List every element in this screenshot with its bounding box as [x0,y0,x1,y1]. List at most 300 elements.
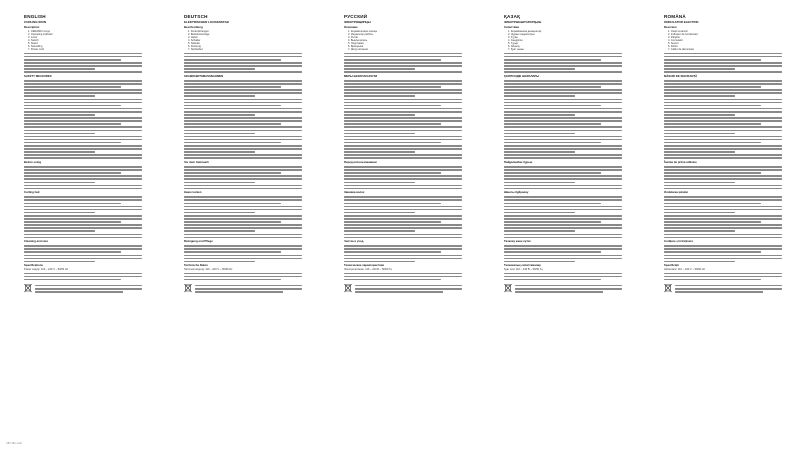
text-line [664,62,782,64]
text-line [184,145,302,147]
text-line [344,59,441,61]
text-line [24,56,142,58]
text-line [344,154,462,156]
text-line [664,53,782,55]
text-line [184,245,302,247]
text-line [504,65,622,67]
parts-list-item: 7. Қуат сымы [508,48,524,52]
text-line [344,230,415,232]
section-heading-safety: МЕРЫ БЕЗОПАСНОСТИ [344,73,378,78]
text-line [344,255,462,257]
text-line [504,276,622,278]
text-line [504,80,622,82]
text-line [184,102,302,104]
text-line [184,99,302,101]
text-line [344,206,462,208]
text-line [24,133,95,135]
text-line [184,83,302,85]
text-line [664,185,782,187]
column-english [24,14,142,294]
text-line [664,199,782,201]
text-line [184,218,302,220]
column-deutsch [184,14,302,294]
section-heading-before-use: Before using [24,159,42,164]
text-line [344,276,462,278]
text-line [344,199,462,201]
text-line [184,188,302,190]
text-line [664,126,782,128]
text-line [504,108,622,110]
text-line [24,148,142,150]
text-line [344,248,462,250]
spec-power: Alimentare: 110 – 240 V ~ 50/60 Hz [664,267,705,271]
parts-list-item: 5. Ständer [188,41,200,45]
text-line [24,117,142,119]
column-kazakh [504,14,622,294]
parts-list-item: 1. Керамикалық қысқыштар [508,29,542,33]
text-line [344,237,462,239]
text-line [504,142,601,144]
text-line [35,291,123,293]
text-line [344,212,415,214]
text-line [184,126,302,128]
text-line [664,123,761,125]
product-title: ELEKTRISCHER LOCKENSTAB [184,20,229,24]
text-line [24,59,121,61]
section-heading-description: Сипаттама [504,25,519,29]
text-line [184,130,302,132]
text-line [504,255,622,257]
text-line [24,108,142,110]
parts-list-item: 4. Выключатель [348,38,368,42]
text-line [344,221,441,223]
text-line [664,251,761,253]
text-line [24,130,142,132]
text-line [664,166,782,168]
text-line [24,92,142,94]
text-line [664,59,761,61]
text-line [504,86,601,88]
column-russian [344,14,462,294]
parts-list-item: 6. Айналу [508,45,520,49]
text-line [504,136,622,138]
section-heading-cleaning: Cleaning and care [24,239,49,244]
text-line [24,102,142,104]
text-line [344,120,462,122]
text-line [504,148,622,150]
column-romanian [664,14,782,294]
parts-list-item: 2. Operating indicator [28,32,53,36]
text-line [24,154,142,156]
section-heading-before-use: Înainte de prima utilizare [664,159,697,164]
text-line [344,203,441,205]
recycling-notice [344,283,462,294]
text-line [504,212,575,214]
text-line [504,203,601,205]
text-line [344,182,415,184]
text-line [195,288,302,290]
text-line [184,95,255,97]
text-line [344,185,462,187]
text-line [504,230,575,232]
parts-list-item: 1. Керамические щипцы [348,29,378,33]
text-line [664,133,735,135]
text-line [184,227,302,229]
text-line [35,285,142,287]
text-line [24,157,142,159]
text-line [344,133,415,135]
text-line [664,245,782,247]
text-line [344,218,462,220]
parts-list-item: 6. Swivelling [28,45,43,49]
text-line [664,130,782,132]
text-line [24,62,142,64]
text-line [184,62,302,64]
text-line [344,99,462,101]
text-line [664,175,782,177]
text-line [184,59,281,61]
text-line [664,203,761,205]
section-heading-specs: Technische Daten [184,263,208,268]
text-line [504,95,575,97]
parts-list-item: 2. Индикатор работы [348,32,374,36]
text-line [664,89,782,91]
text-line [675,288,782,290]
text-line [504,234,622,236]
section-heading-before-use: Vor dem Gebrauch [184,159,209,164]
text-line [344,108,462,110]
text-line [184,206,302,208]
section-heading-safety: MĂSURI DE SIGURANȚĂ [664,73,698,78]
text-line [504,89,622,91]
section-heading-specs: Техникалық сипаттамалар [504,263,541,268]
text-line [24,71,142,73]
text-line [664,108,782,110]
text-line [504,178,622,180]
text-line [24,185,142,187]
parts-list-item: 1. Clești ceramici [668,29,688,33]
text-line [664,261,735,263]
text-line [504,139,622,141]
text-line [24,227,142,229]
text-line [504,185,622,187]
section-heading-description: Descriere [664,25,677,29]
parts-list-item: 3. Рычаг [348,35,359,39]
text-line [344,86,441,88]
text-line [195,291,283,293]
parts-list-item: 6. Rotire [668,45,678,49]
text-line [504,206,622,208]
text-line [664,215,782,217]
text-line [664,178,782,180]
text-line [344,89,462,91]
text-line [344,105,441,107]
text-line [184,154,302,156]
text-line [184,65,302,67]
text-line [664,136,782,138]
text-line [504,120,622,122]
parts-list-item: 5. Suport [668,41,679,45]
text-line [504,251,601,253]
text-line [344,245,462,247]
text-line [504,151,575,153]
text-line [184,108,302,110]
text-line [184,221,281,223]
parts-list-item: 7. Cablu de alimentare [668,48,695,52]
text-line [24,273,142,275]
text-line [184,172,281,174]
parts-list-item: 4. Switch [28,38,39,42]
text-line [664,212,735,214]
parts-list-item: 6. Drehung [188,45,201,49]
text-line [344,178,462,180]
text-line [664,95,735,97]
text-line [515,288,622,290]
parts-list-item: 7. Power cord [28,48,45,52]
text-line [24,83,142,85]
text-line [664,68,735,70]
text-line [504,166,622,168]
parts-list-item: 1. CERAMIC tongs [28,29,50,33]
text-line [24,258,142,260]
text-line [504,279,601,281]
text-line [664,182,735,184]
text-line [664,139,782,141]
text-line [24,175,142,177]
text-line [664,234,782,236]
text-line [504,105,601,107]
text-line [24,95,95,97]
text-line [664,157,782,159]
text-line [344,258,462,260]
text-line [24,126,142,128]
text-line [24,261,95,263]
text-line [344,95,415,97]
text-line [344,273,462,275]
text-line [184,133,255,135]
section-heading-specs: Specifications [24,263,43,268]
text-line [184,215,302,217]
parts-list-item: 4. Сөндіргіш [508,38,523,42]
text-line [344,139,462,141]
text-line [184,255,302,257]
section-heading-specs: Технические характеристики [344,263,385,268]
text-line [504,175,622,177]
text-line [24,172,121,174]
text-line [24,182,95,184]
text-line [24,142,121,144]
spec-power: Power supply: 110 – 240 V ~ 50/60 Hz [24,267,69,271]
text-line [24,139,142,141]
text-line [504,68,575,70]
language-heading: ENGLISH [24,14,46,19]
text-line [184,178,302,180]
recycling-notice [664,283,782,294]
text-line [184,212,255,214]
text-line [504,245,622,247]
text-line [24,120,142,122]
text-line [504,221,601,223]
text-line [24,230,95,232]
text-line [675,285,782,287]
text-line [664,196,782,198]
text-line [664,209,782,211]
text-line [504,83,622,85]
text-line [24,212,95,214]
text-line [664,227,782,229]
text-line [664,224,782,226]
text-line [504,126,622,128]
text-line [504,133,575,135]
text-line [24,255,142,257]
text-line [664,218,782,220]
text-line [344,56,462,58]
parts-list-item: 5. Stand [28,41,38,45]
text-line [344,62,462,64]
text-line [344,215,462,217]
text-line [184,279,281,281]
text-line [184,80,302,82]
text-line [664,273,782,275]
text-line [344,169,462,171]
text-line [24,248,142,250]
text-line [504,237,622,239]
text-line [344,71,462,73]
text-line [664,102,782,104]
spec-power: Қуат көзі: 110 – 240 В ~ 50/60 Гц [504,267,543,271]
text-line [24,188,142,190]
text-line [24,199,142,201]
crossed-bin-icon [664,283,672,293]
text-line [344,136,462,138]
product-title: CURLING IRON [24,20,46,24]
text-line [664,172,761,174]
section-heading-description: Описание [344,25,358,29]
text-line [664,105,761,107]
text-line [184,71,302,73]
text-line [344,142,441,144]
parts-list-item: 6. Вращение [348,45,364,49]
text-line [184,139,302,141]
text-line [664,154,782,156]
text-line [504,248,622,250]
text-line [184,248,302,250]
text-line [504,209,622,211]
text-line [184,111,302,113]
text-line [184,185,302,187]
text-line [355,291,443,293]
text-line [184,273,302,275]
text-line [184,114,255,116]
text-line [504,102,622,104]
text-line [344,261,415,263]
parts-list-item: 2. Betriebsanzeige [188,32,210,36]
parts-list-item: 3. Hebel [188,35,198,39]
text-line [344,117,462,119]
parts-list-item: 4. Comutator [668,38,683,42]
text-line [184,92,302,94]
text-line [24,206,142,208]
text-line [344,145,462,147]
text-line [184,199,302,201]
text-line [24,166,142,168]
section-heading-description: Description [24,25,40,29]
parts-list-item: 1. Keramikzangen [188,29,209,33]
spec-power: Stromversorgung: 110 – 240 V ~ 50/60 Hz [184,267,233,271]
text-line [664,230,735,232]
text-line [504,196,622,198]
crossed-bin-icon [184,283,192,293]
text-line [24,224,142,226]
text-line [344,68,415,70]
text-line [504,157,622,159]
text-line [664,120,782,122]
section-heading-usage: Завивка волос [344,190,365,195]
text-line [184,196,302,198]
text-line [344,123,441,125]
text-line [24,203,121,205]
text-line [664,56,782,58]
text-line [184,276,302,278]
recycling-notice [24,283,142,294]
text-line [184,117,302,119]
text-line [515,291,603,293]
text-line [24,53,142,55]
section-heading-usage: Шашты бұйралау [504,190,529,195]
text-line [504,99,622,101]
text-line [24,86,121,88]
text-line [664,86,761,88]
text-line [24,221,121,223]
section-heading-usage: Curling hair [24,190,40,195]
text-line [344,196,462,198]
product-title: ONDULATOR ELECTRIC [664,20,699,24]
text-line [355,288,462,290]
text-line [24,237,142,239]
text-line [504,117,622,119]
text-line [24,209,142,211]
text-line [24,151,95,153]
text-line [184,136,302,138]
section-heading-safety: SAFETY MEASURES [24,73,52,78]
parts-list-item: 7. Шнур питания [348,48,368,52]
text-line [24,169,142,171]
text-line [504,261,575,263]
text-line [344,83,462,85]
text-line [344,65,462,67]
text-line [184,182,255,184]
parts-list-item: 2. Indicator de funcționare [668,32,698,36]
crossed-bin-icon [344,283,352,293]
text-line [344,126,462,128]
text-line [24,99,142,101]
text-line [664,92,782,94]
text-line [664,258,782,260]
text-line [664,99,782,101]
product-title: ЭЛЕКТРОЩИПЦЫ [344,20,371,24]
text-line [664,65,782,67]
section-heading-cleaning: Тазалау және күтім [504,239,531,244]
text-line [184,224,302,226]
text-line [504,111,622,113]
parts-list-item: 3. Pârghie [668,35,680,39]
section-heading-cleaning: Curățare și întreținere [664,239,694,244]
text-line [504,258,622,260]
section-heading-usage: Ondularea părului [664,190,688,195]
section-heading-description: Beschreibung [184,25,203,29]
language-heading: ҚАЗАҚ [504,14,521,19]
text-line [184,203,281,205]
